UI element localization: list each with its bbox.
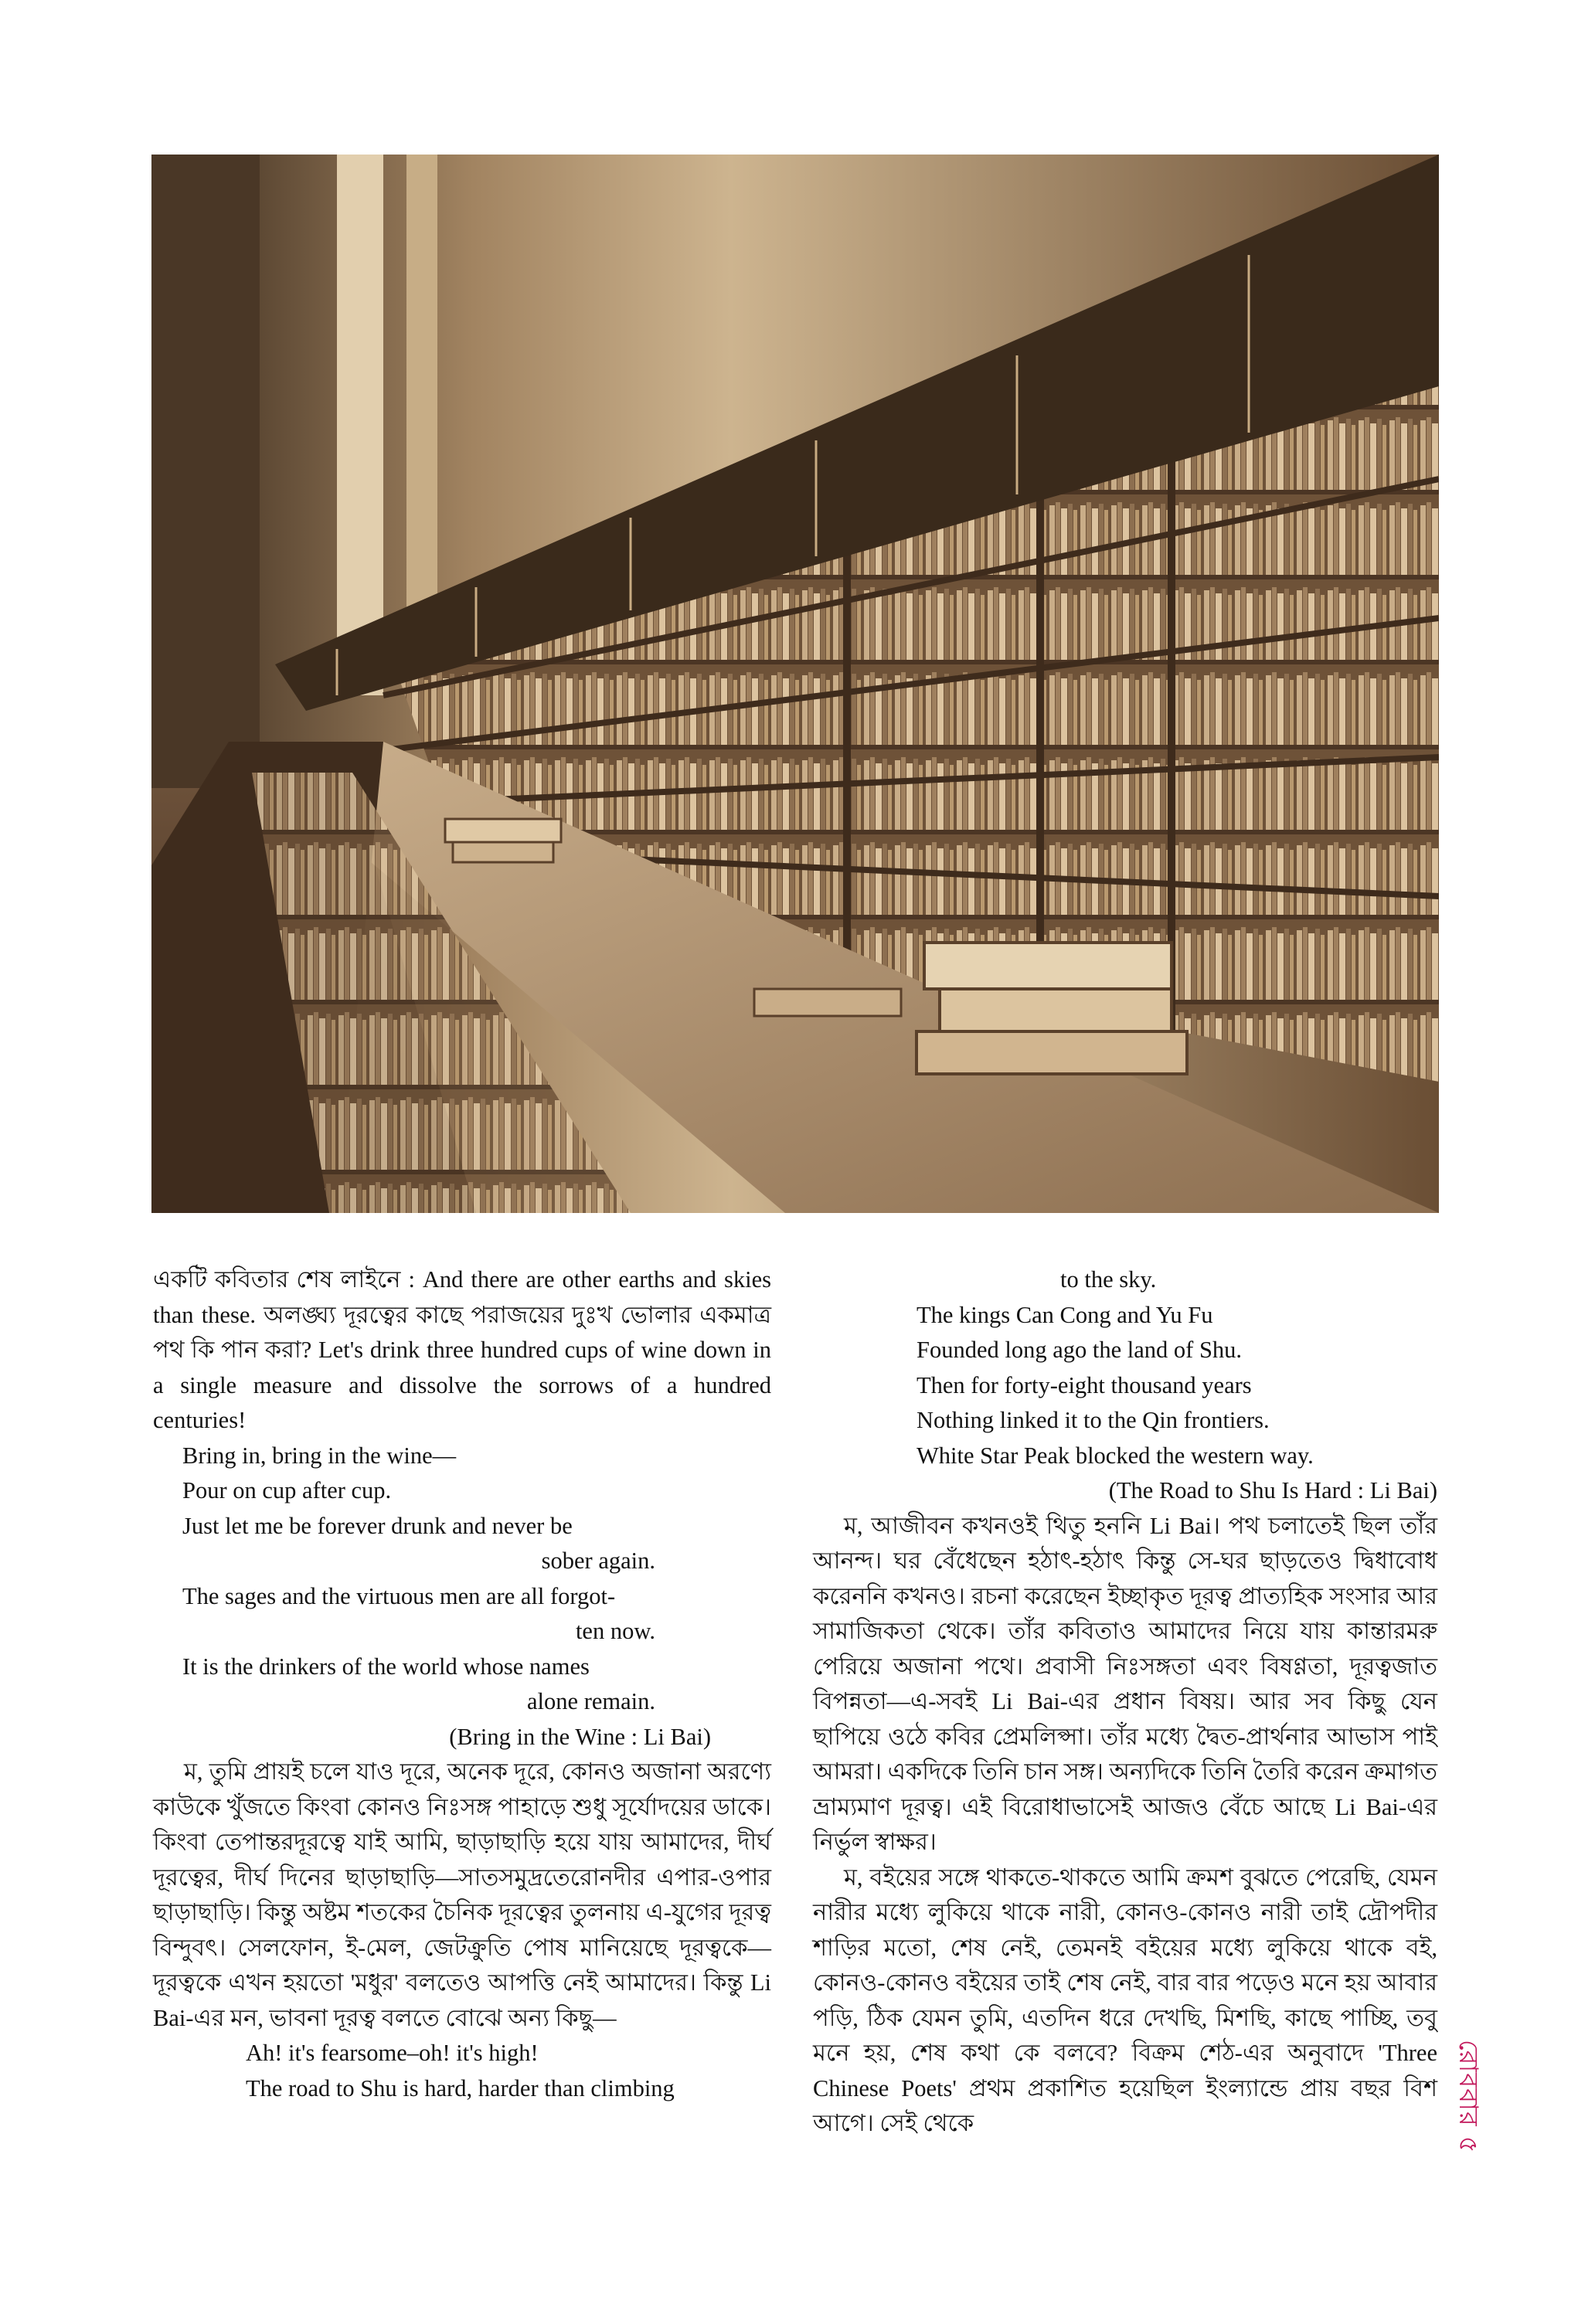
- body-paragraph: ম, তুমি প্রায়ই চলে যাও দূরে, অনেক দূরে, কোনও অজানা অরণ্যে কাউকে খুঁজতে কিংবা কোনও নিঃসঙ্গ পাহাড়ে শুধু সূর্যোদয়ের ডাকে। কিংবা তেপান্তরদূরত্বে যাই আমি, ছাড়াছাড়ি হয়ে যায় আমাদের, দীর্ঘ দূরত্বের, দীর্ঘ দিনের ছাড়াছাড়ি—সাতসমুদ্রতেরোনদীর এপার-ওপার ছাড়াছাড়ি। কিন্তু অষ্টম শতকের চৈনিক দূরত্বের তুলনায় এ-যুগের দূরত্ব বিন্দুবৎ। সেলফোন, ই-মেল, জেটক্রুতি পোষ মানিয়েছে দূরত্বকে—দূরত্বকে এখন হয়তো 'মধুর' বলতেও আপত্তি নেই আমাদের। কিন্তু Li Bai-এর মন, ভাবনা দূরত্ব বলতে বোঝে অন্য কিছু—: [153, 1758, 771, 2031]
- poem-line: Bring in, bring in the wine—: [182, 1442, 457, 1469]
- body-paragraph: ম, বইয়ের সঙ্গে থাকতে-থাকতে আমি ক্রমশ বুঝতে পেরেছি, যেমন নারীর মধ্যে লুকিয়ে থাকে নারী, কোনও-কোনও নারী তাই দ্রৌপদীর শাড়ির মতো, শেষ নেই, তেমনই বইয়ের মধ্যে লুকিয়ে থাকে বই, কোনও-কোনও বইয়ের তাই শেষ নেই, বার বার পড়েও মনে হয় আবার পড়ি, ঠিক যেমন তুমি, এতদিন ধরে দেখছি, মিশছি, কাছে পাচ্ছি, তবু মনে হয়, শেষ কথা কে বলবে? বিক্রম শেঠ-এর অনুবাদে 'Three Chinese Poets' প্রথম প্রকাশিত হয়েছিল ইংল্যান্ডে প্রায় বছর বিশ আগে। সেই থেকে: [813, 1864, 1437, 2136]
- intro-paragraph: একটি কবিতার শেষ লাইনে : And there are other earths and skies than these. অলঙ্ঘ্য দূরত্বের কাছে পরাজয়ের দুঃখ ভোলার একমাত্র পথ কি পান করা? Let's drink three hundred cups of wine down in a single measure and dissolve the sorrows of a hundred centuries!: [153, 1266, 771, 1433]
- right-text-column: [813, 1262, 1437, 2142]
- poem-line: Founded long ago the land of Shu.: [917, 1337, 1243, 1363]
- poem-line: Ah! it's fearsome–oh! it's high!: [246, 2040, 539, 2066]
- poem-line: The kings Can Cong and Yu Fu: [917, 1301, 1213, 1328]
- poem-source: (Bring in the Wine : Li Bai): [449, 1723, 711, 1750]
- library-bookshelves-photo-icon: [151, 155, 1439, 1213]
- poem-line: Then for forty-eight thousand years: [917, 1371, 1252, 1398]
- poem-line: The sages and the virtuous men are all forgot-: [182, 1582, 616, 1609]
- poem-line: alone remain.: [527, 1688, 655, 1714]
- poem-source: (The Road to Shu Is Hard : Li Bai): [1108, 1477, 1437, 1503]
- library-photo: [151, 155, 1439, 1213]
- poem-line: The road to Shu is hard, harder than climbing: [246, 2074, 675, 2101]
- poem-line: Nothing linked it to the Qin frontiers.: [917, 1407, 1270, 1433]
- poem-line: White Star Peak blocked the western way.: [917, 1442, 1314, 1469]
- magazine-side-label: [1453, 2040, 1499, 2241]
- poem-line: sober again.: [541, 1548, 655, 1574]
- poem-line: Just let me be forever drunk and never be: [182, 1512, 573, 1539]
- magazine-name-page-number: রোববার ৫: [1453, 2040, 1484, 2154]
- poem-line: Pour on cup after cup.: [182, 1477, 392, 1503]
- left-text-column: [153, 1262, 771, 2106]
- poem-line: It is the drinkers of the world whose names: [182, 1653, 590, 1680]
- poem-line: ten now.: [575, 1618, 655, 1644]
- body-paragraph: ম, আজীবন কখনওই থিতু হননি Li Bai। পথ চলাতেই ছিল তাঁর আনন্দ। ঘর বেঁধেছেন হঠাৎ-হঠাৎ কিন্তু সে-ঘর ছাড়তেও দ্বিধাবোধ করেননি কখনও। রচনা করেছেন ইচ্ছাকৃত দূরত্ব প্রাত্যহিক সংসার আর সামাজিকতা থেকে। তাঁর কবিতাও আমাদের নিয়ে যায় কান্তারমরু পেরিয়ে অজানা পথে। প্রবাসী নিঃসঙ্গতা এবং বিষণ্ণতা, দূরত্বজাত বিপন্নতা—এ-সবই Li Bai-এর প্রধান বিষয়। আর সব কিছু যেন ছাপিয়ে ওঠে কবির প্রেমলিপ্সা। তাঁর মধ্যে দ্বৈত-প্রার্থনার আভাস পাই আমরা। একদিকে তিনি চান সঙ্গ। অন্যদিকে তিনি তৈরি করেন ক্রমাগত ভ্রাম্যমাণ দূরত্ব। এই বিরোধাভাসেই আজও বেঁচে আছে Li Bai-এর নির্ভুল স্বাক্ষর।: [813, 1512, 1437, 1855]
- poem-line: to the sky.: [1060, 1266, 1157, 1293]
